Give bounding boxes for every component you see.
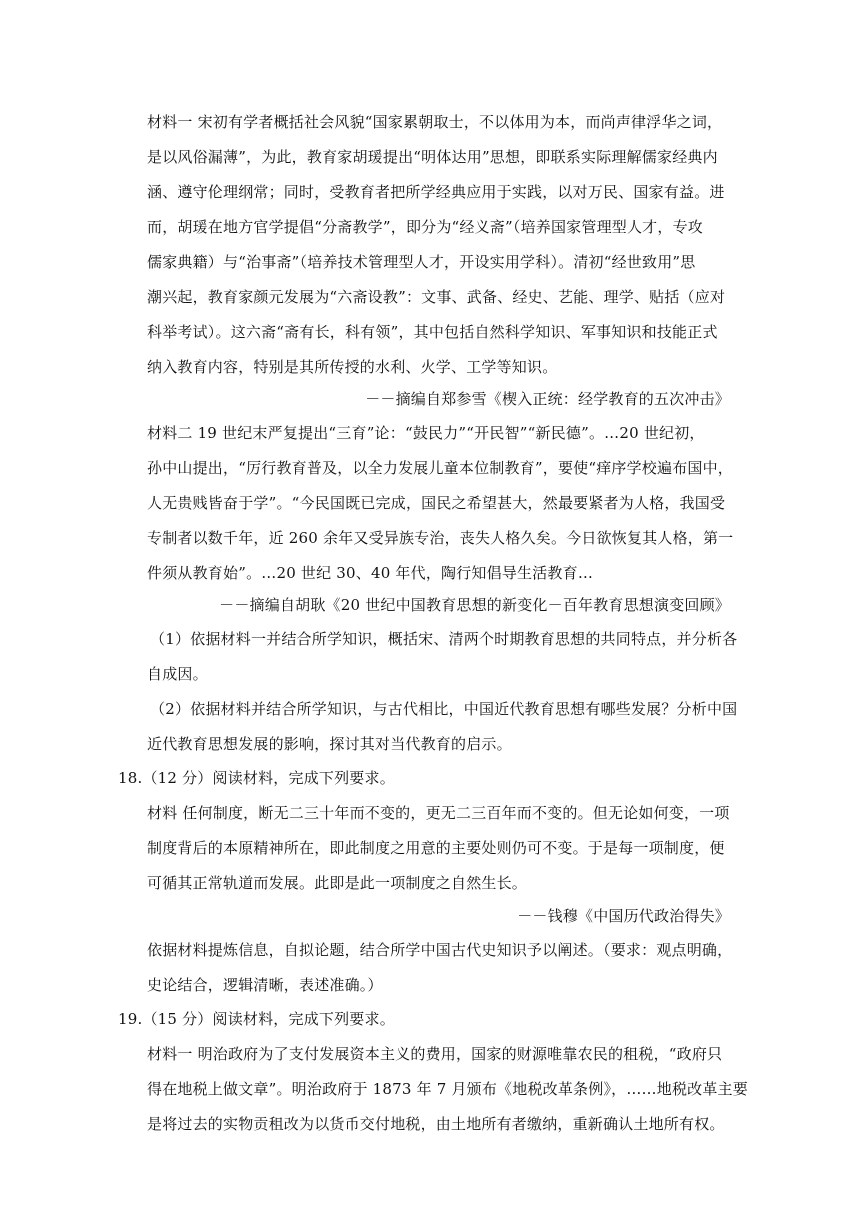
material-1-line: 是以风俗漏薄”，为此，教育家胡瑗提出“明体达用”思想，即联系实际理解儒家经典内 [147,148,718,166]
question-18-material-line: 材料 任何制度，断无二三十年而不变的，更无二三百年而不变的。但无论如何变，一项 [147,804,730,822]
material-2-line: 件须从教育始”。…20 世纪 30、40 年代，陶行知倡导生活教育… [147,564,594,582]
material-1-line: 涵、遵守伦理纲常；同时，受教育者把所学经典应用于实践，以对万民、国家有益。进 [147,183,725,201]
material-1-line: 纳入教育内容，特别是其所传授的水利、火学、工学等知识。 [147,358,558,376]
question-18-task-line: 依据材料提炼信息，自拟论题，结合所学中国古代史知识予以阐述。（要求：观点明确， [147,941,733,959]
question-19-material-line: 得在地税上做文章”。明治政府于 1873 年 7 月颁布《地税改革条例》，……地税改革主要 [147,1080,748,1098]
question-17-2-line: （2）依据材料并结合所学知识，与古代相比，中国近代教育思想有哪些发展？分析中国 [150,700,738,718]
question-19-material-line: 材料一 明治政府为了支付发展资本主义的费用，国家的财源唯靠农民的租税，“政府只 [147,1045,723,1063]
question-17-1-line: 自成因。 [147,665,208,683]
material-2-source: －－摘编自胡耿《20 世纪中国教育思想的新变化－百年教育思想演变回顾》 [219,596,730,614]
question-18-material-line: 可循其正常轨道而发展。此即是此一项制度之自然生长。 [147,874,528,892]
material-1-line: 儒家典籍）与“治事斋”（培养技术管理型人才，开设实用学科）。清初“经世致用”思 [147,253,696,271]
question-18-source: －－钱穆《中国历代政治得失》 [517,907,730,925]
material-1-line: 材料一 宋初有学者概括社会风貌“国家累朝取士，不以体用为本，而尚声律浮华之词， [147,113,723,131]
question-18-header: 18.（12 分）阅读材料，完成下列要求。 [118,769,395,787]
question-18-material-line: 制度背后的本原精神所在，即此制度之用意的主要处则仍可不变。于是每一项制度，便 [147,839,725,857]
question-17-2-line: 近代教育思想发展的影响，探讨其对当代教育的启示。 [147,735,512,753]
material-2-line: 材料二 19 世纪末严复提出“三育”论：“鼓民力”“开民智”“新民德”。…20 世纪初， [147,424,705,442]
material-1-source: －－摘编自郑参雪《楔入正统：经学教育的五次冲击》 [365,390,730,408]
question-18-task-line: 史论结合，逻辑清晰，表述准确。） [147,976,383,994]
question-19-material-line: 是将过去的实物贡租改为以货币交付地税，由土地所有者缴纳，重新确认土地所有权。 [147,1115,725,1133]
material-2-line: 专制者以数千年，近 260 余年又受异族专治，丧失人格久矣。今日欲恢复其人格，第一 [147,529,734,547]
material-2-line: 人无贵贱皆奋于学”。“今民国既已完成，国民之希望甚大，然最要紧者为人格，我国受 [147,494,726,512]
material-1-line: 科举考试）。这六斋“斋有长，科有领”，其中包括自然科学知识、军事知识和技能正式 [147,323,718,341]
question-19-header: 19.（15 分）阅读材料，完成下列要求。 [118,1010,395,1028]
material-1-line: 而，胡瑗在地方官学提倡“分斋教学”，即分为“经义斋”（培养国家管理型人才，专攻 [147,218,703,236]
question-17-1-line: （1）依据材料一并结合所学知识，概括宋、清两个时期教育思想的共同特点，并分析各 [150,630,738,648]
material-2-line: 孙中山提出，“厉行教育普及，以全力发展儿童本位制教育”，要使“痒序学校遍布国中， [147,459,734,477]
material-1-line: 潮兴起，教育家颜元发展为“六斋设教”：文事、武备、经史、艺能、理学、贴括（应对 [147,288,726,306]
